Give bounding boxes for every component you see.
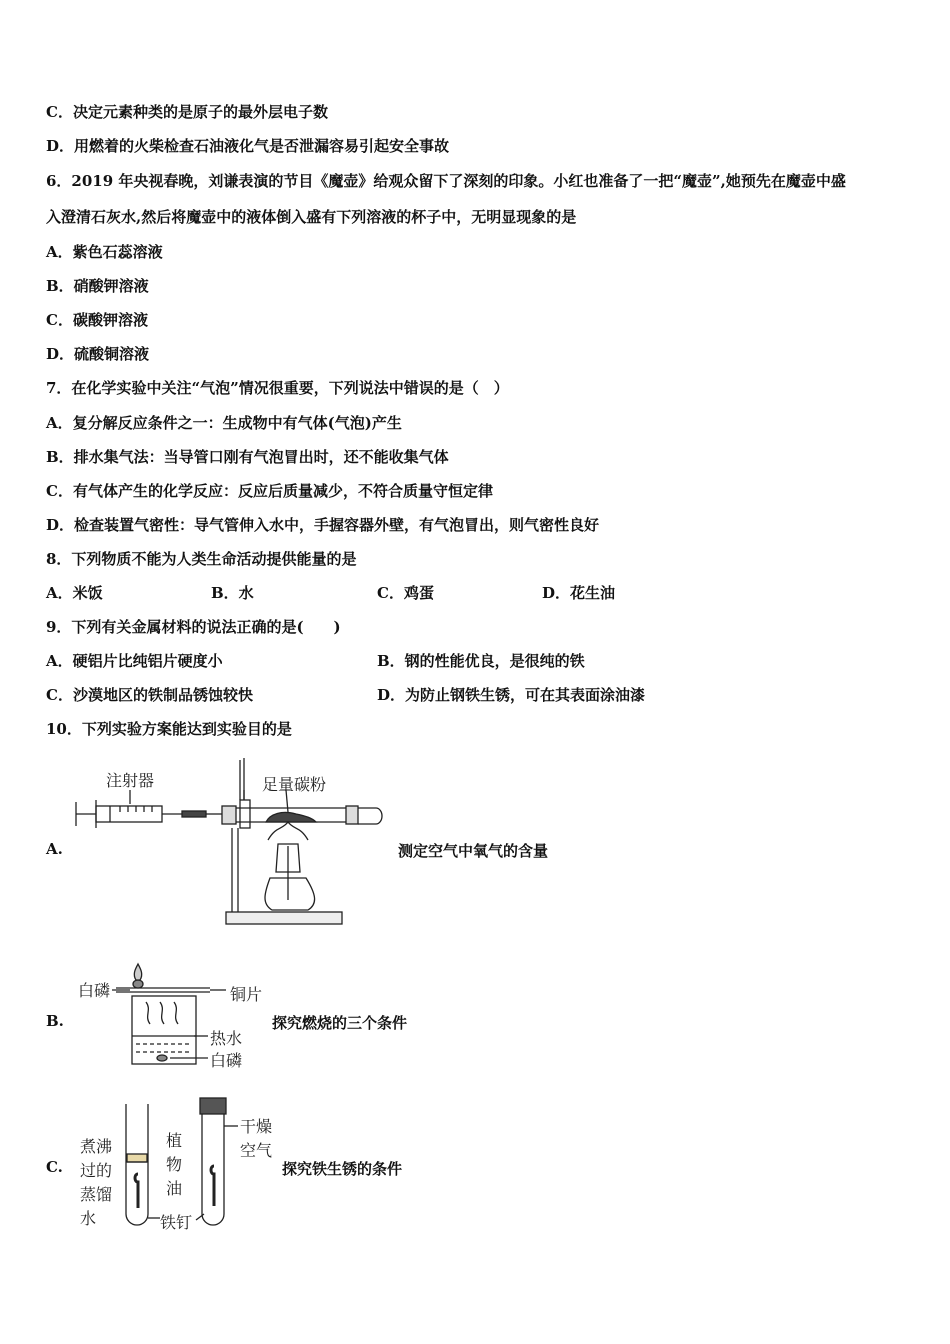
q7-option-d: D．检查装置气密性：导气管伸入水中，手握容器外壁，有气泡冒出，则气密性良好 [46,516,600,534]
dry-air-label-2: 空气 [240,1141,273,1160]
q7-stem: 7．在化学实验中关注“气泡”情况很重要，下列说法中错误的是（ ） [46,379,509,397]
q7-option-a: A．复分解反应条件之一：生成物中有气体(气泡)产生 [46,414,402,432]
q8-option-d: D．花生油 [542,584,616,602]
q9-option-d: D．为防止钢铁生锈，可在其表面涂油漆 [377,686,646,704]
white-phosphorus-top-label: 白磷 [78,981,111,1000]
q9-stem: 9．下列有关金属材料的说法正确的是( ) [46,618,341,636]
q5-option-c: C．决定元素种类的是原子的最外层电子数 [46,103,328,121]
q10-c-caption: 探究铁生锈的条件 [282,1160,403,1178]
q9-option-b: B．钢的性能优良，是很纯的铁 [377,652,585,670]
boiled-water-label-2: 过的 [80,1161,113,1180]
q7-option-b: B．排水集气法：当导管口刚有气泡冒出时，还不能收集气体 [46,448,449,466]
q7-option-c: C．有气体产生的化学反应：反应后质量减少，不符合质量守恒定律 [46,482,493,500]
q10-stem: 10．下列实验方案能达到实验目的是 [46,720,292,738]
q10-b-letter: B. [46,1012,64,1030]
q10-b-caption: 探究燃烧的三个条件 [272,1014,408,1032]
hot-water-label: 热水 [210,1029,243,1048]
q9-option-c: C．沙漠地区的铁制品锈蚀较快 [46,686,253,704]
q8-option-c: C．鸡蛋 [377,584,434,602]
q6-option-a: A．紫色石蕊溶液 [46,243,163,261]
vegetable-oil-label-2: 物 [166,1155,183,1174]
q6-stem-line2: 入澄清石灰水,然后将魔壶中的液体倒入盛有下列溶液的杯子中，无明显现象的是 [46,208,577,226]
q10-c-letter: C. [46,1158,63,1176]
carbon-powder-label: 足量碳粉 [262,775,327,794]
vegetable-oil-label-1: 植 [166,1131,183,1150]
q6-stem-line1: 6．2019 年央视春晚，刘谦表演的节目《魔壶》给观众留下了深刻的印象。小红也准备了一把“魔壶”,她预先在魔壶中盛 [46,172,846,190]
q5-option-d: D．用燃着的火柴检查石油液化气是否泄漏容易引起安全事故 [46,137,450,155]
q9-option-a: A．硬铝片比纯铝片硬度小 [46,652,223,670]
q6-option-b: B．硝酸钾溶液 [46,277,149,295]
boiled-water-label-3: 蒸馏 [80,1185,113,1204]
q8-option-b: B．水 [211,584,254,602]
iron-nail-label: 铁钉 [160,1213,193,1232]
q10-a-letter: A. [46,840,63,858]
q8-option-a: A．米饭 [46,584,103,602]
dry-air-label-1: 干燥 [240,1117,273,1136]
boiled-water-label-1: 煮沸 [80,1137,113,1156]
white-phosphorus-bottom-label: 白磷 [210,1051,243,1070]
syringe-label: 注射器 [106,771,155,790]
q10-a-caption: 测定空气中氧气的含量 [398,842,549,860]
vegetable-oil-label-3: 油 [166,1179,183,1198]
q6-option-d: D．硫酸铜溶液 [46,345,150,363]
copper-sheet-label: 铜片 [230,985,263,1004]
q6-option-c: C．碳酸钾溶液 [46,311,148,329]
boiled-water-label-4: 水 [80,1209,97,1228]
q8-stem: 8．下列物质不能为人类生命活动提供能量的是 [46,550,357,568]
